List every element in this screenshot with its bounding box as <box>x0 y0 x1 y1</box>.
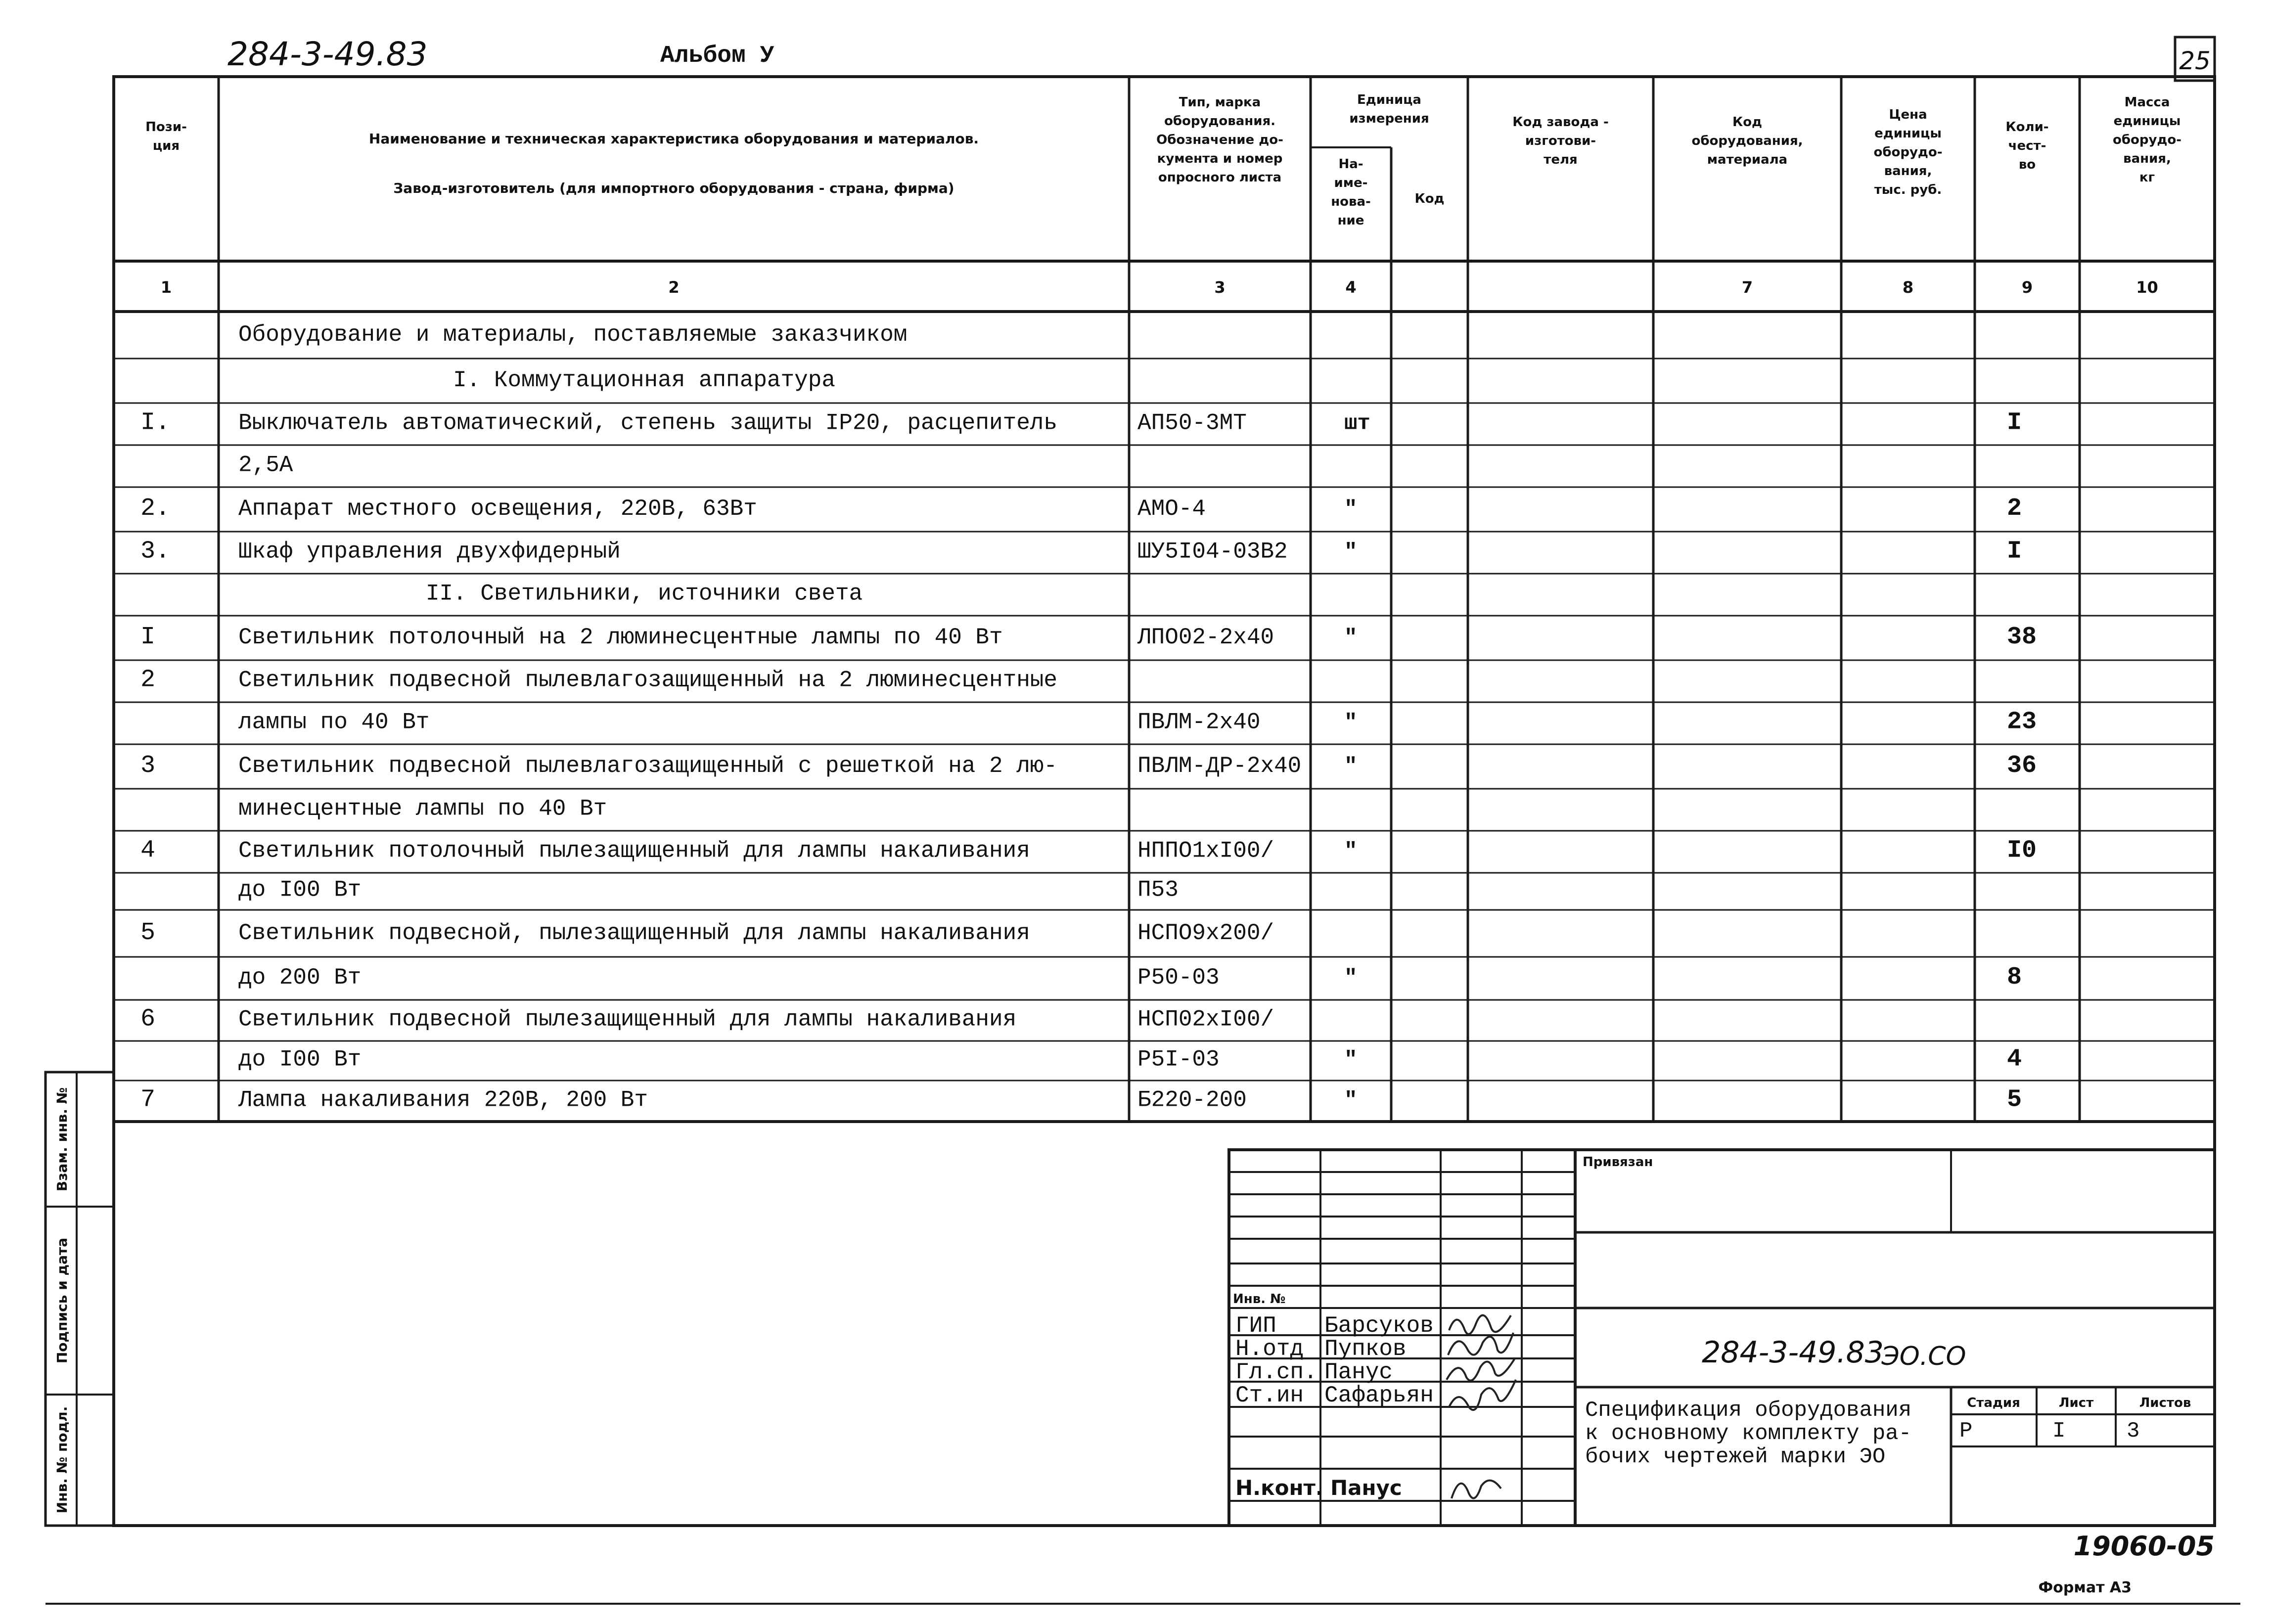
row-quantity: I <box>2007 537 2022 566</box>
signature-scribble <box>1449 1315 1511 1334</box>
tb-sheets-value: 3 <box>2127 1419 2140 1444</box>
row-type: АМО-4 <box>1137 496 1206 522</box>
inventory-number: 19060-05 <box>2073 1531 2215 1562</box>
column-title: кг <box>2139 170 2155 185</box>
table-row <box>238 796 607 822</box>
column-title: Код <box>1732 115 1763 130</box>
tb-title-line: бочих чертежей марки ЭО <box>1585 1444 1886 1469</box>
signer-name: Пупков <box>1324 1336 1407 1362</box>
row-name: Лампа накаливания 220В, 200 Вт <box>238 1087 648 1113</box>
column-title: теля <box>1544 152 1578 167</box>
column-title: вания, <box>2123 151 2171 166</box>
row-position: 5 <box>140 918 156 947</box>
column-title: Масса <box>2124 95 2170 110</box>
row-unit: " <box>1344 496 1358 522</box>
signer-name: Барсуков <box>1324 1313 1434 1339</box>
row-unit: шт <box>1344 411 1370 436</box>
column-number: 4 <box>1345 278 1357 297</box>
row-unit: " <box>1344 710 1358 735</box>
header-drawing-code: 284-3-49.83 <box>227 35 428 73</box>
column-title: Наименование и техническая характеристика оборудования и материалов. <box>368 131 979 147</box>
column-group-title: измерения <box>1349 111 1429 126</box>
row-name: I. Коммутационная аппаратура <box>453 367 835 393</box>
row-name: Оборудование и материалы, поставляемые заказчиком <box>238 321 908 348</box>
row-quantity: 23 <box>2007 708 2037 736</box>
row-name: Светильник потолочный пылезащищенный для лампы накаливания <box>238 838 1030 864</box>
column-title: ция <box>152 138 180 153</box>
signature-scribble <box>1447 1358 1515 1381</box>
table-row <box>426 581 863 607</box>
table-row <box>140 538 2022 566</box>
row-quantity: 8 <box>2007 963 2022 992</box>
title-block <box>1229 1150 2215 1526</box>
row-type: АП50-3МТ <box>1137 410 1247 436</box>
side-stamp <box>45 1072 114 1526</box>
row-position: 3 <box>140 751 156 780</box>
column-title: Коли- <box>2005 120 2049 135</box>
table-row <box>238 877 1179 903</box>
row-quantity: 36 <box>2007 751 2037 780</box>
column-title: тыс. руб. <box>1874 182 1942 197</box>
tb-sheets-label: Листов <box>2139 1396 2191 1410</box>
table-row <box>140 1085 2022 1114</box>
row-name: до 200 Вт <box>238 964 362 991</box>
row-quantity: I <box>2007 408 2022 437</box>
column-number: 1 <box>160 278 172 297</box>
table-row <box>238 322 907 348</box>
tb-doc-mark: ЭО.СО <box>1881 1342 1966 1371</box>
table-row <box>453 367 835 393</box>
column-title: Код <box>1414 191 1445 206</box>
column-title: Пози- <box>145 120 187 135</box>
row-name: Светильник подвесной пылезащищенный для лампы накаливания <box>238 1006 1017 1033</box>
row-unit: " <box>1344 625 1358 650</box>
row-name: 2,5А <box>238 452 293 478</box>
column-title: Обозначение до- <box>1156 133 1283 147</box>
row-type: ЛПО02-2x40 <box>1137 624 1274 650</box>
column-number: 2 <box>668 278 680 297</box>
row-name: Аппарат местного освещения, 220В, 63Вт <box>238 496 757 522</box>
row-type: ПВЛМ-ДР-2x40 <box>1137 753 1302 779</box>
column-title: нова- <box>1331 194 1371 209</box>
row-position: 2. <box>140 494 171 523</box>
column-title: единицы <box>1874 126 1942 141</box>
norm-control-name: Панус <box>1330 1476 1402 1500</box>
tb-sheet-label: Лист <box>2058 1396 2094 1410</box>
column-number: 10 <box>2136 278 2158 297</box>
row-name: лампы по 40 Вт <box>238 709 430 735</box>
column-title: Код завода - <box>1512 115 1609 130</box>
row-type: Р50-03 <box>1137 964 1220 991</box>
column-headers <box>145 92 2181 297</box>
column-number: 9 <box>2021 278 2033 297</box>
row-quantity: 2 <box>2007 494 2022 523</box>
column-title: изготови- <box>1525 134 1596 148</box>
signature-scribble <box>1452 1481 1501 1498</box>
row-unit: " <box>1344 540 1358 565</box>
tb-stage-value: Р <box>1959 1419 1973 1444</box>
row-position: I. <box>140 408 171 437</box>
row-unit: " <box>1344 754 1358 779</box>
row-name: Светильник подвесной пылевлагозащищенный с решеткой на 2 лю- <box>238 753 1057 779</box>
sheet-header <box>114 35 2215 81</box>
table-row <box>140 837 2037 865</box>
signer-role: ГИП <box>1235 1313 1276 1339</box>
row-position: 6 <box>140 1005 156 1034</box>
column-title: Завод-изготовитель (для импортного оборудования - страна, фирма) <box>393 180 954 196</box>
side-stamp-vzam: Взам. инв. № <box>54 1087 70 1192</box>
column-number: 8 <box>1902 278 1914 297</box>
table-row <box>140 919 1274 947</box>
signer-role: Ст.ин <box>1235 1383 1304 1408</box>
column-title: чест- <box>2008 138 2046 153</box>
row-name: до I00 Вт <box>238 1046 362 1073</box>
side-stamp-podpis: Подпись и дата <box>54 1237 70 1364</box>
tb-privyazan: Привязан <box>1583 1155 1653 1170</box>
column-title: опросного листа <box>1158 170 1282 185</box>
row-name: до I00 Вт <box>238 877 362 903</box>
column-title: материала <box>1707 152 1788 167</box>
column-title: во <box>2018 157 2036 172</box>
row-name: минесцентные лампы по 40 Вт <box>238 796 607 822</box>
row-type: Б220-200 <box>1137 1087 1247 1113</box>
table-row <box>140 623 2037 651</box>
column-title: оборудо- <box>1873 145 1943 160</box>
column-title: оборудования. <box>1164 114 1276 129</box>
table-row <box>140 752 2037 780</box>
row-position: 3. <box>140 537 171 566</box>
column-title: оборудования, <box>1691 134 1803 148</box>
column-title: единицы <box>2113 114 2181 129</box>
table-row <box>140 666 1057 694</box>
column-title: ние <box>1337 213 1364 228</box>
signer-name: Сафарьян <box>1324 1383 1434 1408</box>
column-title: Тип, марка <box>1179 95 1261 110</box>
row-quantity: 5 <box>2007 1085 2022 1114</box>
table-row <box>140 1005 1274 1033</box>
row-quantity: I0 <box>2007 836 2037 865</box>
tb-sheet-value: I <box>2052 1419 2066 1444</box>
column-group-title: Единица <box>1357 92 1421 107</box>
side-stamp-inv-podl: Инв. № подл. <box>54 1406 70 1514</box>
column-number: 3 <box>1214 278 1226 297</box>
row-position: 4 <box>140 836 156 865</box>
table-row <box>140 409 2022 437</box>
column-title: На- <box>1338 157 1363 172</box>
row-type: ПВЛМ-2x40 <box>1137 709 1261 735</box>
header-album: Альбом У <box>660 43 774 69</box>
specification-rows <box>140 322 2037 1114</box>
signer-role: Гл.сп. <box>1235 1359 1318 1385</box>
tb-title-line: к основному комплекту ра- <box>1585 1421 1912 1446</box>
signer-name: Панус <box>1324 1359 1393 1385</box>
row-type: П53 <box>1137 877 1179 903</box>
table-row <box>238 452 293 478</box>
column-title: име- <box>1334 176 1368 190</box>
row-unit: " <box>1344 1047 1358 1073</box>
row-type: Р5I-03 <box>1137 1046 1220 1073</box>
row-name: Выключатель автоматический, степень защиты IP20, расцепитель <box>238 410 1057 436</box>
row-unit: " <box>1344 839 1358 864</box>
column-title: вания, <box>1884 164 1932 179</box>
sheet-footer <box>45 1531 2240 1604</box>
row-name: Светильник подвесной, пылезащищенный для лампы накаливания <box>238 920 1030 946</box>
row-position: 7 <box>140 1085 156 1114</box>
table-row <box>238 708 2037 736</box>
column-number: 7 <box>1741 278 1753 297</box>
row-unit: " <box>1344 1088 1358 1113</box>
row-name: II. Светильники, источники света <box>425 581 863 607</box>
row-name: Светильник потолочный на 2 люминесцентные лампы по 40 Вт <box>238 624 1003 650</box>
signer-role: Н.отд <box>1235 1336 1304 1362</box>
column-title: оборудо- <box>2112 133 2182 147</box>
tb-stage-label: Стадия <box>1967 1396 2020 1410</box>
tb-inv-label: Инв. № <box>1233 1292 1286 1307</box>
row-name: Светильник подвесной пылевлагозащищенный на 2 люминесцентные <box>238 667 1057 693</box>
tb-title-line: Спецификация оборудования <box>1585 1398 1912 1423</box>
row-position: I <box>140 623 156 651</box>
row-position: 2 <box>140 666 156 694</box>
signature-scribble <box>1449 1380 1516 1410</box>
sheet-number: 25 <box>2179 46 2211 75</box>
row-type: НППО1хI00/ <box>1137 838 1274 864</box>
tb-doc-code: 284-3-49.83 <box>1702 1335 1884 1370</box>
format-label: Формат А3 <box>2038 1579 2132 1596</box>
row-quantity: 4 <box>2007 1045 2022 1074</box>
row-name: Шкаф управления двухфидерный <box>238 539 621 565</box>
row-quantity: 38 <box>2007 623 2037 651</box>
norm-control-role: Н.конт. <box>1235 1476 1323 1500</box>
table-row <box>140 495 2022 523</box>
column-title: кумента и номер <box>1157 151 1283 166</box>
row-type: ШУ5I04-03В2 <box>1137 539 1288 565</box>
column-title: Цена <box>1889 107 1927 122</box>
row-unit: " <box>1344 965 1358 991</box>
row-type: НСПО9х200/ <box>1137 920 1274 946</box>
row-type: НСП02хI00/ <box>1137 1006 1274 1033</box>
